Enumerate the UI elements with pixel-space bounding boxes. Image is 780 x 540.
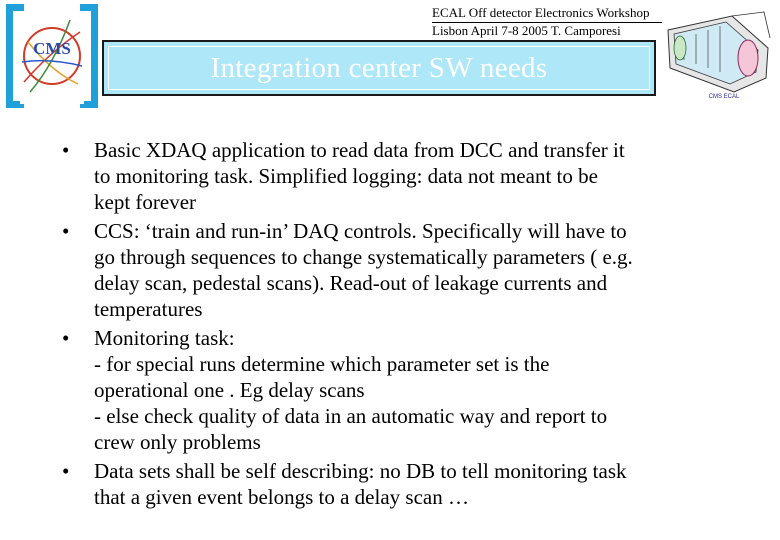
bullet-icon: •	[62, 326, 70, 350]
bullet-line: go through sequences to change systematically parameters ( e.g.	[94, 245, 633, 269]
bullet-list	[58, 137, 718, 513]
bullet-line: Monitoring task:	[94, 326, 235, 350]
header-divider	[432, 22, 672, 23]
logo-text: CMS	[33, 39, 71, 58]
list-item	[58, 137, 718, 215]
bullet-line: delay scan, pedestal scans). Read-out of leakage currents and	[94, 271, 608, 295]
list-item	[58, 218, 718, 322]
bullet-line: temperatures	[94, 297, 203, 321]
bullet-line: kept forever	[94, 190, 197, 214]
cms-logo	[6, 4, 98, 110]
header-date-author-line: Lisbon April 7-8 2005 T. Camporesi	[432, 23, 621, 38]
list-item	[58, 325, 718, 455]
bullet-line: - for special runs determine which parameter set is the	[94, 352, 550, 376]
title-banner	[102, 40, 656, 96]
bullet-icon: •	[62, 459, 70, 483]
bullet-line: Basic XDAQ application to read data from DCC and transfer it	[94, 138, 625, 162]
bullet-line: Data sets shall be self describing: no DB to tell monitoring task	[94, 459, 627, 483]
cms-logo-graphic	[20, 12, 84, 104]
list-item	[58, 458, 718, 510]
bullet-line: to monitoring task. Simplified logging: data not meant to be	[94, 164, 598, 188]
detector-caption: CMS ECAL	[708, 94, 740, 100]
bullet-line: - else check quality of data in an automatic way and report to	[94, 404, 608, 428]
slide-title: Integration center SW needs	[210, 51, 548, 84]
bullet-line: that a given event belongs to a delay scan …	[94, 485, 469, 509]
bullet-icon: •	[62, 138, 70, 162]
bullet-line: crew only problems	[94, 430, 261, 454]
bullet-icon: •	[62, 219, 70, 243]
bullet-line: operational one . Eg delay scans	[94, 378, 365, 402]
header-workshop-line: ECAL Off detector Electronics Workshop	[432, 5, 650, 20]
ecal-detector-image	[662, 8, 774, 108]
bullet-line: CCS: ‘train and run-in’ DAQ controls. Specifically will have to	[94, 219, 627, 243]
